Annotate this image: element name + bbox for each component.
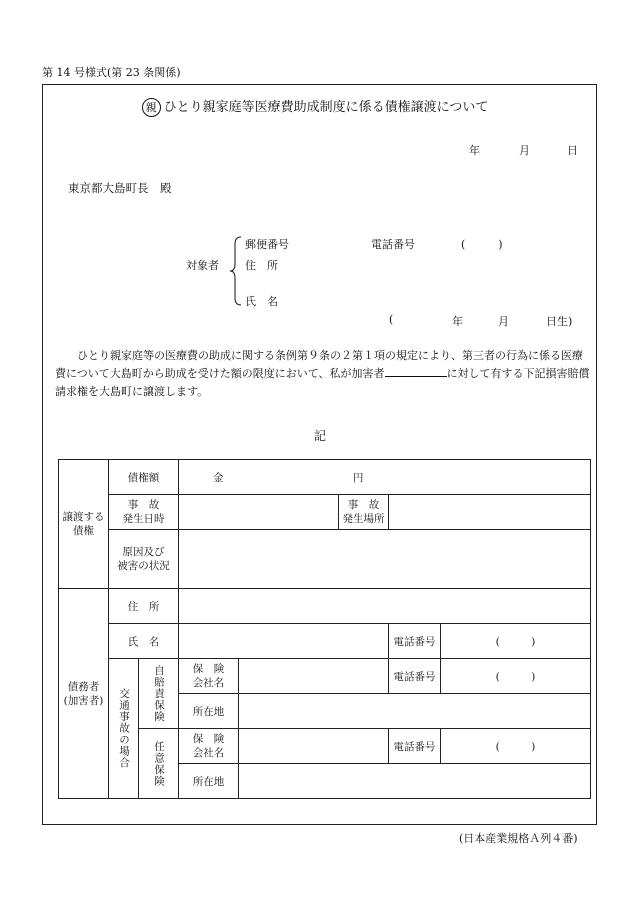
cause-label: 原因及び 被害の状況 <box>109 530 179 589</box>
subject-label: 対象者 <box>186 259 219 272</box>
debtor-name-field[interactable] <box>179 624 389 659</box>
traffic-accident-label: 交通事故の場合 <box>109 659 139 799</box>
birth-day: 日生) <box>546 315 573 328</box>
compulsory-location-label: 所在地 <box>179 694 239 729</box>
voluntary-location-label: 所在地 <box>179 764 239 799</box>
address-label: 住 所 <box>245 259 278 272</box>
circled-char: 親 <box>142 98 161 117</box>
debtor-label: 債務者 (加害者) <box>59 589 109 799</box>
debtor-phone-label: 電話番号 <box>389 624 441 659</box>
birth-open: ( <box>389 313 394 326</box>
amount-field[interactable]: 金 円 <box>179 460 591 495</box>
claim-table <box>58 459 591 799</box>
compulsory-phone-field[interactable]: ( ) <box>441 659 591 694</box>
voluntary-location-field[interactable] <box>239 764 591 799</box>
voluntary-insurer-label: 保 険 会社名 <box>179 729 239 764</box>
compulsory-insurance-label: 自賠責保険 <box>139 659 179 729</box>
transfer-statement: ひとり親家庭等の医療費の助成に関する条例第９条の２第１項の規定により、第三者の行為に係る医療費について大島町から助成を受けた額の限度において、私が加害者 に対して有する下記損害賠償請求権を大島町に譲渡します。 <box>55 349 590 398</box>
amount-label: 債権額 <box>109 460 179 495</box>
compulsory-insurer-field[interactable] <box>239 659 389 694</box>
footer-note: (日本産業規格Ａ列４番) <box>459 832 578 845</box>
voluntary-phone-field[interactable]: ( ) <box>441 729 591 764</box>
birth-month: 月 <box>498 315 509 328</box>
voluntary-phone-label: 電話番号 <box>389 729 441 764</box>
compulsory-phone-label: 電話番号 <box>389 659 441 694</box>
transfer-claim-label: 譲渡する債権 <box>59 460 109 589</box>
brace <box>229 236 243 306</box>
date-month: 月 <box>519 144 530 157</box>
debtor-phone-field[interactable]: ( ) <box>441 624 591 659</box>
accident-date-field[interactable] <box>179 495 339 530</box>
date-day: 日 <box>567 144 578 157</box>
form-title <box>0 96 630 117</box>
form-number: 第 14 号様式(第 23 条関係) <box>42 66 181 79</box>
debtor-name-label: 氏 名 <box>109 624 179 659</box>
phone-label: 電話番号 <box>371 238 415 251</box>
debtor-address-label: 住 所 <box>109 589 179 624</box>
name-label: 氏 名 <box>245 295 278 308</box>
title-text: ひとり親家庭等医療費助成制度に係る債権譲渡について <box>163 100 489 115</box>
voluntary-insurer-field[interactable] <box>239 729 389 764</box>
postal-label: 郵便番号 <box>245 238 289 251</box>
ki-label: 記 <box>314 429 327 443</box>
perpetrator-blank[interactable] <box>385 366 447 377</box>
accident-date-label: 事 故 発生日時 <box>109 495 179 530</box>
compulsory-insurer-label: 保 険 会社名 <box>179 659 239 694</box>
accident-place-field[interactable] <box>389 495 591 530</box>
accident-place-label: 事 故 発生場所 <box>339 495 389 530</box>
birth-year: 年 <box>452 315 463 328</box>
phone-paren: ( ) <box>461 238 503 251</box>
voluntary-insurance-label: 任意保険 <box>139 729 179 799</box>
cause-field[interactable] <box>179 530 591 589</box>
addressee: 東京都大島町長 殿 <box>68 181 172 195</box>
date-year: 年 <box>469 144 480 157</box>
compulsory-location-field[interactable] <box>239 694 591 729</box>
debtor-address-field[interactable] <box>179 589 591 624</box>
